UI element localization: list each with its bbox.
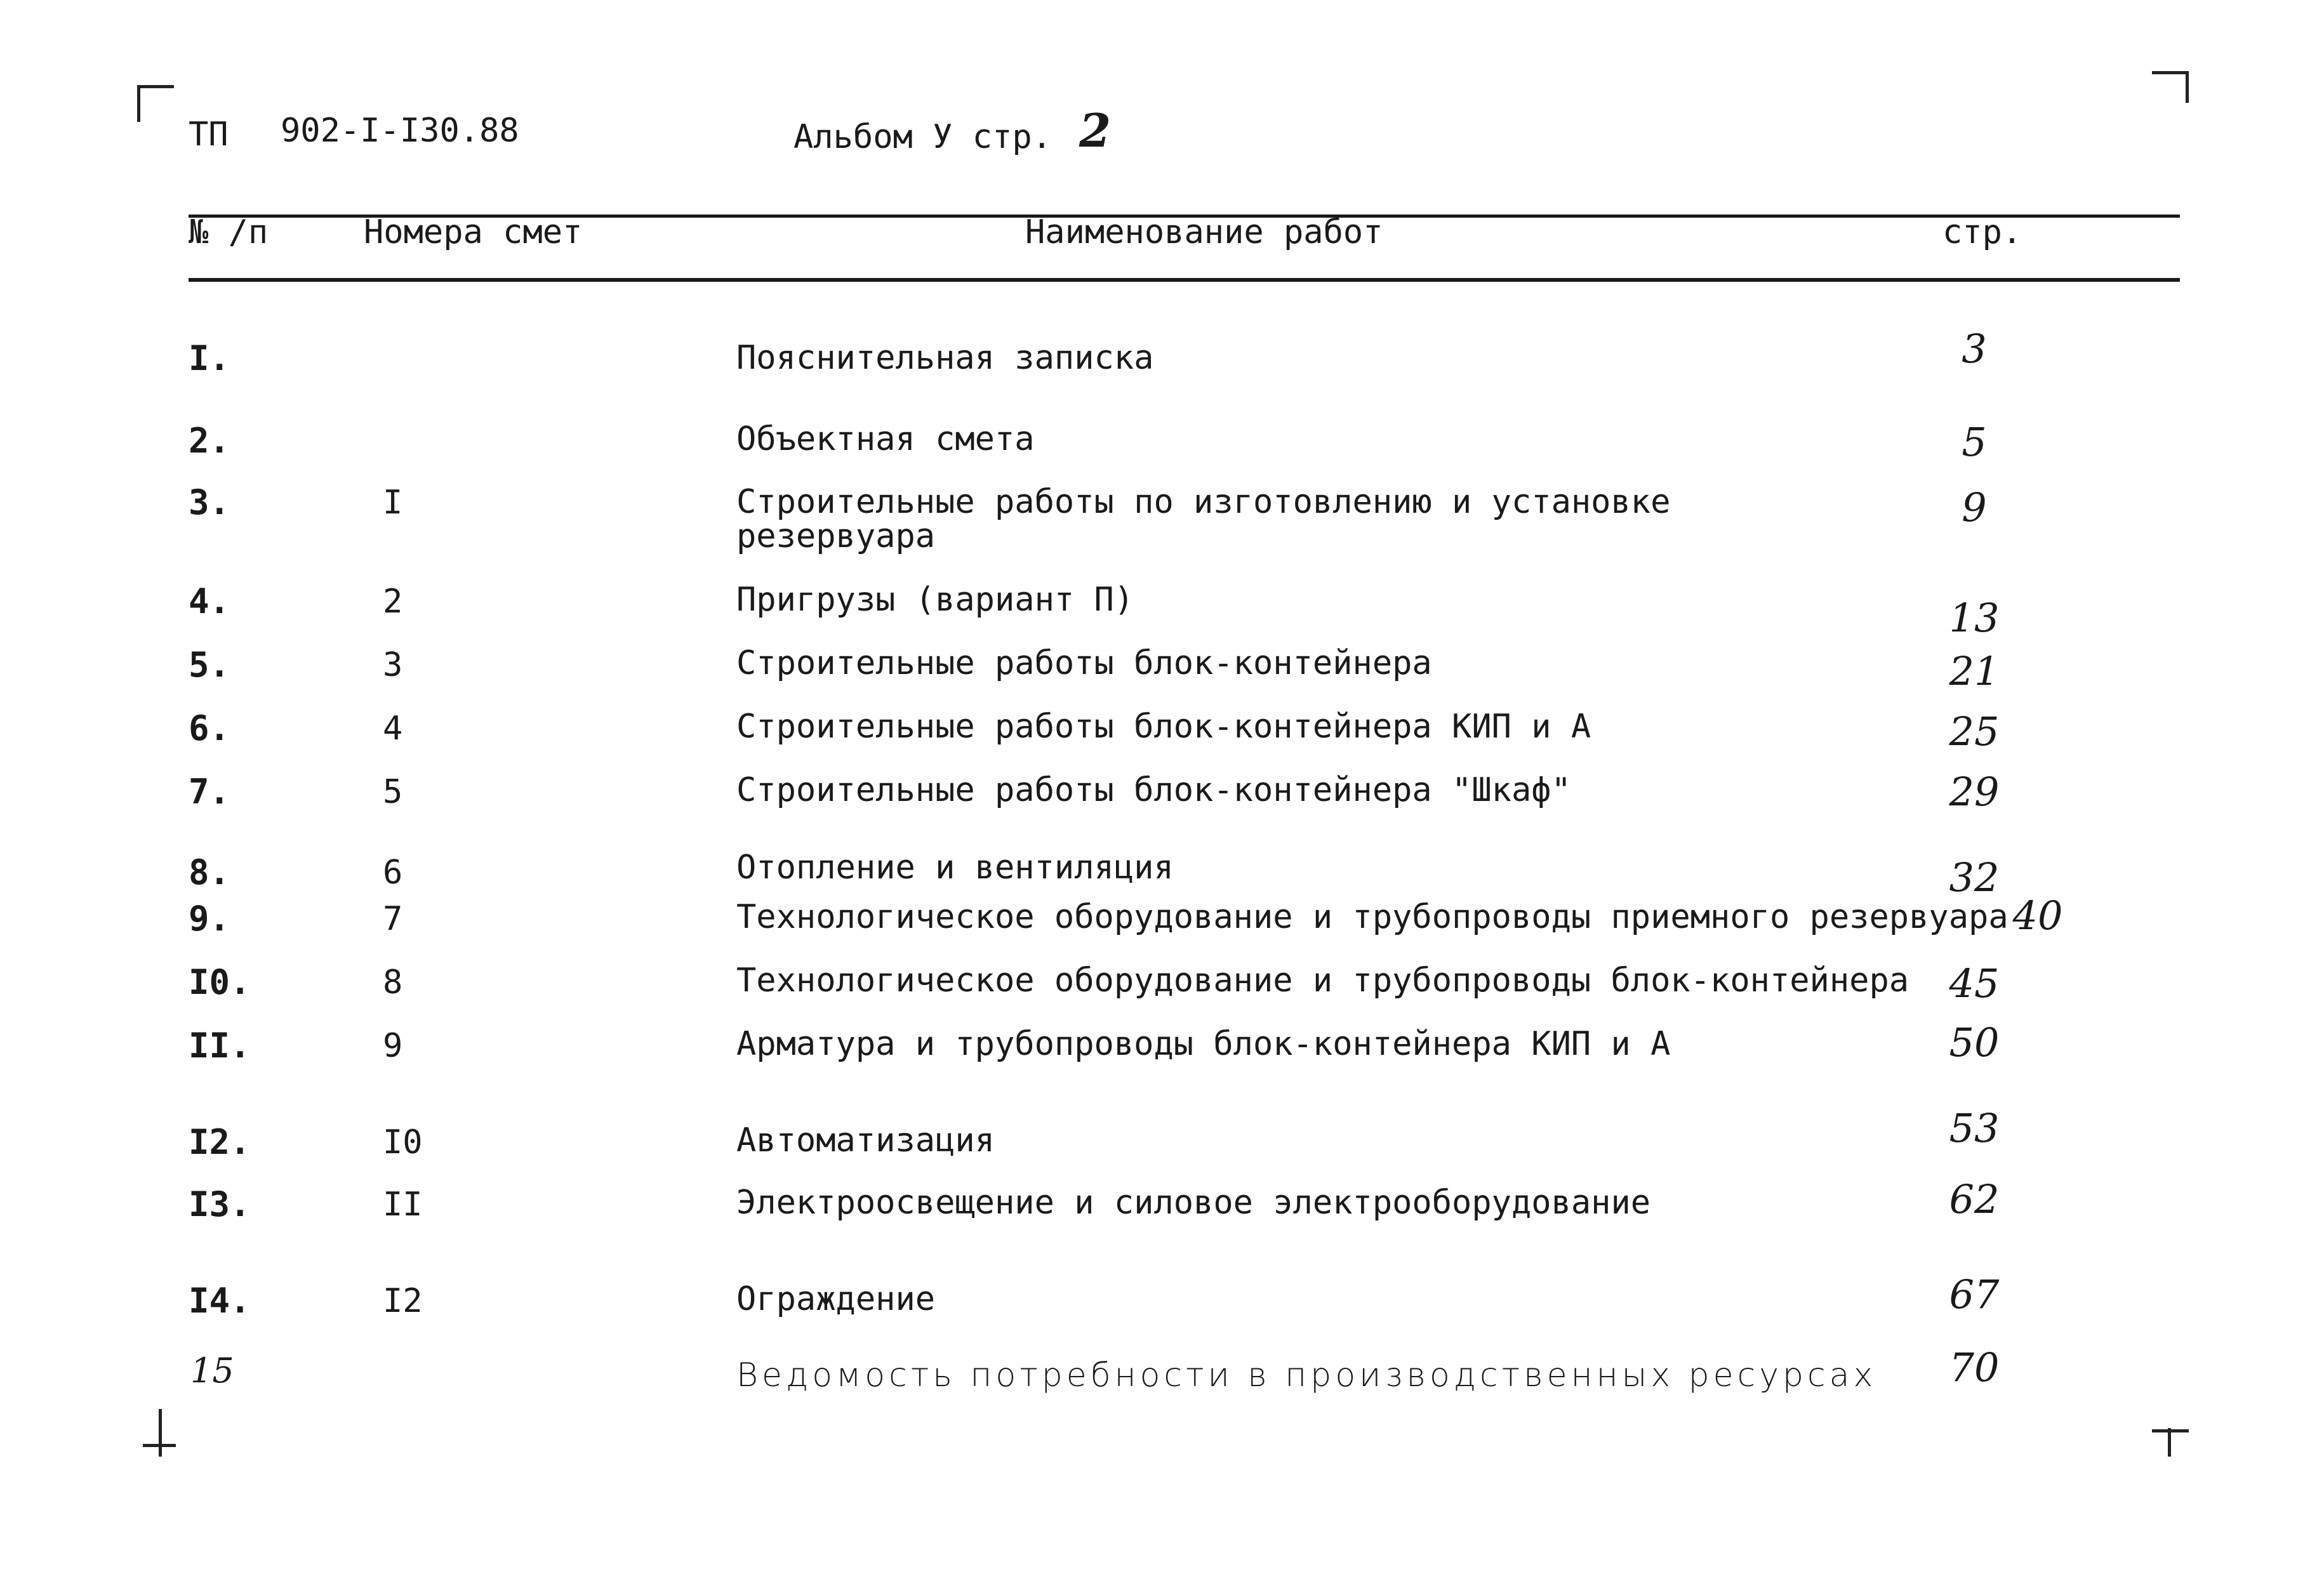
- table-row: [0, 1344, 2324, 1415]
- row-number: I3.: [189, 1184, 251, 1224]
- table-row: [0, 326, 2324, 403]
- row-name: Арматура и трубопроводы блок-контейнера КИП и А: [736, 1025, 1671, 1063]
- table-row: [0, 646, 2324, 710]
- row-page: 62: [1949, 1176, 2000, 1222]
- row-name: Технологическое оборудование и трубопроводы приемного резервуара: [736, 898, 2009, 936]
- table-row: [0, 1271, 2324, 1346]
- row-name: Строительные работы по изготовлению и установке резервуара: [736, 483, 1671, 555]
- row-name: Отопление и вентиляция: [736, 849, 1174, 887]
- table-row: [0, 484, 2324, 566]
- col-header-estimate: Номера смет: [364, 213, 583, 251]
- row-name: Технологическое оборудование и трубопроводы блок-контейнера: [736, 962, 1909, 1000]
- table-row: [0, 960, 2324, 1027]
- row-page: 40: [2012, 892, 2063, 939]
- album-label: Альбом У стр.: [793, 118, 1052, 156]
- row-page: 25: [1949, 708, 2000, 755]
- doc-code: 902-I-I30.88: [281, 112, 519, 150]
- row-name: Пояснительная записка: [736, 339, 1154, 377]
- row-page: 50: [1949, 1019, 2000, 1066]
- row-name: Строительные работы блок-контейнера "Шкаф": [736, 771, 1571, 809]
- row-number: 15: [190, 1351, 234, 1391]
- row-estimate: 9: [383, 1027, 403, 1065]
- page-number-handwritten: 2: [1079, 103, 1112, 157]
- doc-code-prefix: ТП: [189, 116, 229, 154]
- row-number: 5.: [189, 645, 230, 685]
- row-page: 13: [1949, 595, 2000, 641]
- row-estimate: I: [383, 484, 403, 522]
- row-estimate: II: [383, 1186, 423, 1224]
- row-number: 6.: [189, 708, 230, 748]
- row-page: 29: [1949, 769, 2000, 815]
- row-estimate: 7: [383, 900, 403, 938]
- col-header-name: Наименование работ: [1025, 213, 1383, 251]
- table-row: [0, 892, 2324, 963]
- row-name: Пригрузы (вариант П): [736, 581, 1134, 619]
- row-name: Автоматизация: [736, 1121, 995, 1160]
- row-name: Ведомость потребности в производственных ресурсах: [736, 1356, 1877, 1394]
- row-number: I0.: [189, 962, 251, 1002]
- row-number: I.: [189, 338, 230, 378]
- row-page: 5: [1962, 419, 1987, 465]
- table-row: [0, 769, 2324, 837]
- row-estimate: I2: [383, 1282, 423, 1320]
- row-estimate: I0: [383, 1123, 423, 1161]
- row-estimate: 2: [383, 583, 403, 621]
- row-page: 70: [1949, 1344, 2000, 1391]
- table-row: [0, 710, 2324, 773]
- row-name: Объектная смета: [736, 420, 1035, 458]
- row-name: Строительные работы блок-контейнера: [736, 644, 1432, 682]
- row-estimate: 5: [383, 773, 403, 811]
- row-estimate: 3: [383, 646, 403, 684]
- row-page: 21: [1949, 648, 2000, 694]
- row-number: 9.: [189, 899, 230, 939]
- row-page: 53: [1949, 1105, 2000, 1151]
- row-page: 45: [1949, 960, 2000, 1007]
- row-page: 32: [1949, 854, 2000, 901]
- row-name: Ограждение: [736, 1280, 936, 1318]
- table-row: [0, 583, 2324, 646]
- row-number: II.: [189, 1026, 251, 1066]
- row-number: 2.: [189, 421, 230, 461]
- table-header-rule: [189, 278, 2180, 282]
- row-number: I4.: [189, 1281, 251, 1321]
- row-page: 3: [1962, 326, 1987, 372]
- row-estimate: 8: [383, 963, 403, 1002]
- col-header-page: стр.: [1942, 213, 2022, 251]
- table-row: [0, 1019, 2324, 1090]
- row-estimate: 6: [383, 854, 403, 892]
- row-name: Электроосвещение и силовое электрооборудование: [736, 1184, 1651, 1222]
- row-name: Строительные работы блок-контейнера КИП и А: [736, 708, 1591, 746]
- row-number: 7.: [189, 772, 230, 812]
- row-number: 8.: [189, 852, 230, 892]
- row-number: 3.: [189, 482, 230, 522]
- row-number: I2.: [189, 1122, 251, 1162]
- row-estimate: 4: [383, 710, 403, 748]
- row-page: 67: [1949, 1271, 2000, 1318]
- row-number: 4.: [189, 581, 230, 621]
- row-page: 9: [1962, 484, 1987, 531]
- table-row: [0, 1176, 2324, 1249]
- col-header-number: № /п: [189, 213, 269, 251]
- table-row: [0, 419, 2324, 486]
